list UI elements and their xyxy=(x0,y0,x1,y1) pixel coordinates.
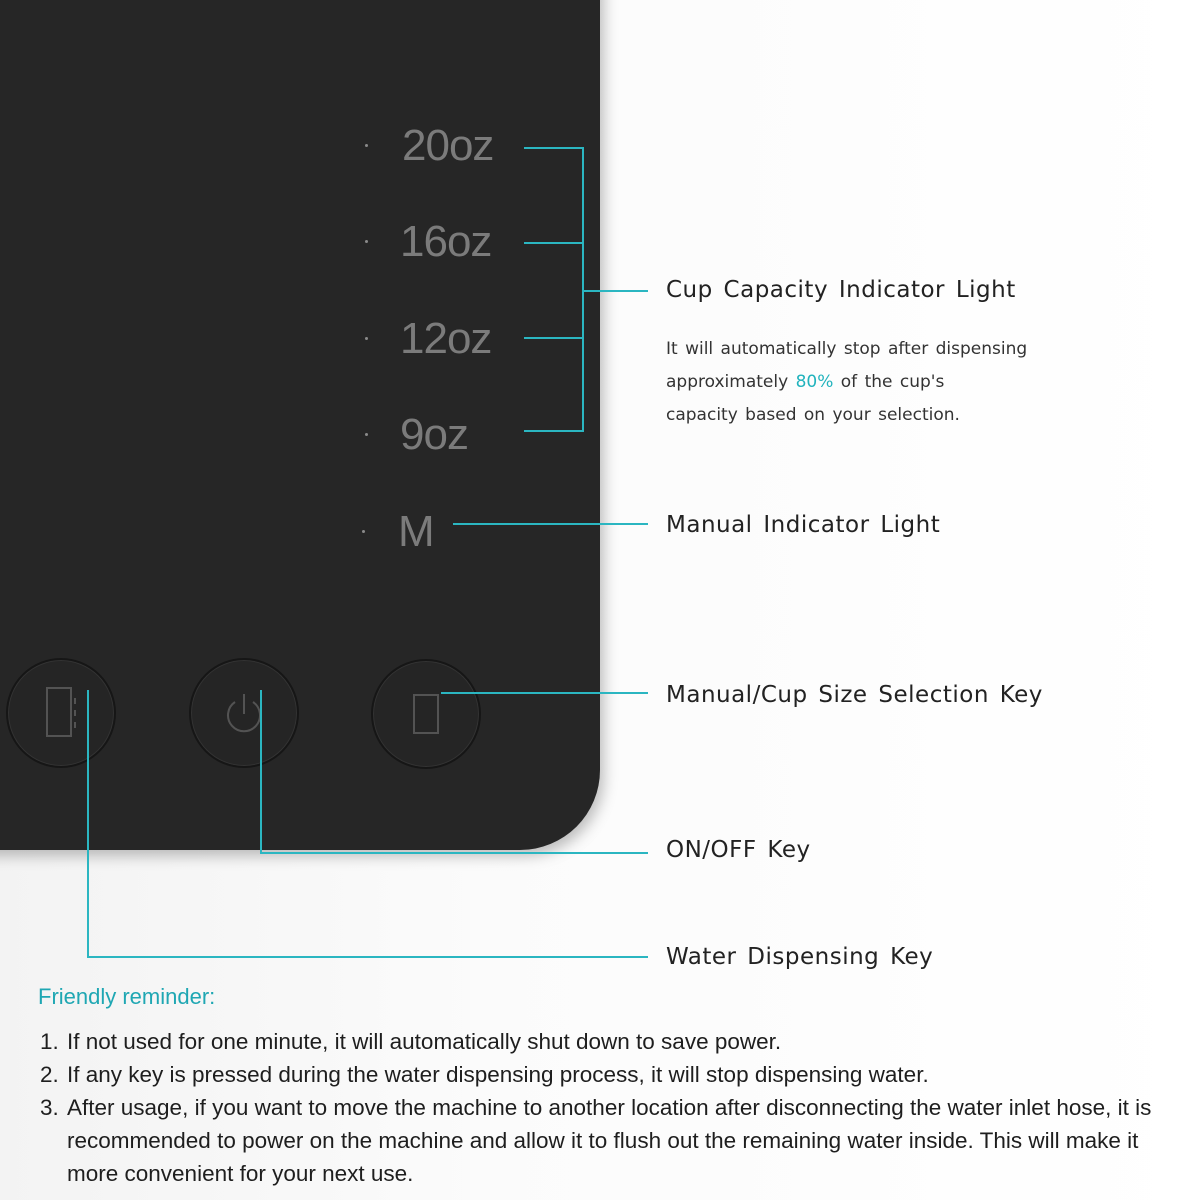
reminder-title: Friendly reminder: xyxy=(38,984,216,1009)
desc-line-2-b: of the cup's xyxy=(833,372,945,392)
reminder-num: 2. xyxy=(40,1062,59,1087)
size-label-16oz: 16oz xyxy=(400,217,492,266)
reminder-list xyxy=(38,1025,1178,1190)
reminder-num: 3. xyxy=(40,1095,59,1120)
desc-line-2 xyxy=(666,366,1086,399)
manual-label: M xyxy=(398,507,435,556)
reminder-item xyxy=(38,1025,1178,1058)
onoff-key-label: ON/OFF Key xyxy=(666,837,811,863)
desc-line-3: capacity based on your selection. xyxy=(666,405,960,425)
manual-light-label: Manual Indicator Light xyxy=(666,512,941,538)
cup-capacity-label: Cup Capacity Indicator Light xyxy=(666,277,1016,303)
reminder-item xyxy=(38,1091,1178,1190)
reminder-text: If any key is pressed during the water dispensing process, it will stop dispensing water. xyxy=(67,1062,929,1087)
size-label-9oz: 9oz xyxy=(400,410,468,459)
desc-line-2-a: approximately xyxy=(666,372,796,392)
size-label-12oz: 12oz xyxy=(400,314,492,363)
reminder-item xyxy=(38,1058,1178,1091)
cup-capacity-description xyxy=(666,333,1086,432)
percentage-highlight: 80% xyxy=(795,372,834,392)
size-label-20oz: 20oz xyxy=(402,121,494,170)
desc-line-1: It will automatically stop after dispensing xyxy=(666,339,1028,359)
reminder-num: 1. xyxy=(40,1029,59,1054)
reminder-text: If not used for one minute, it will automatically shut down to save power. xyxy=(67,1029,782,1054)
reminder-text: After usage, if you want to move the machine to another location after disconnecting the water inlet hose, it is recommended to power on the machine and allow it to flush out the remaining water inside. This will make it more convenient for your next use. xyxy=(67,1095,1152,1186)
selection-key-label: Manual/Cup Size Selection Key xyxy=(666,682,1043,708)
water-key-label: Water Dispensing Key xyxy=(666,944,934,970)
